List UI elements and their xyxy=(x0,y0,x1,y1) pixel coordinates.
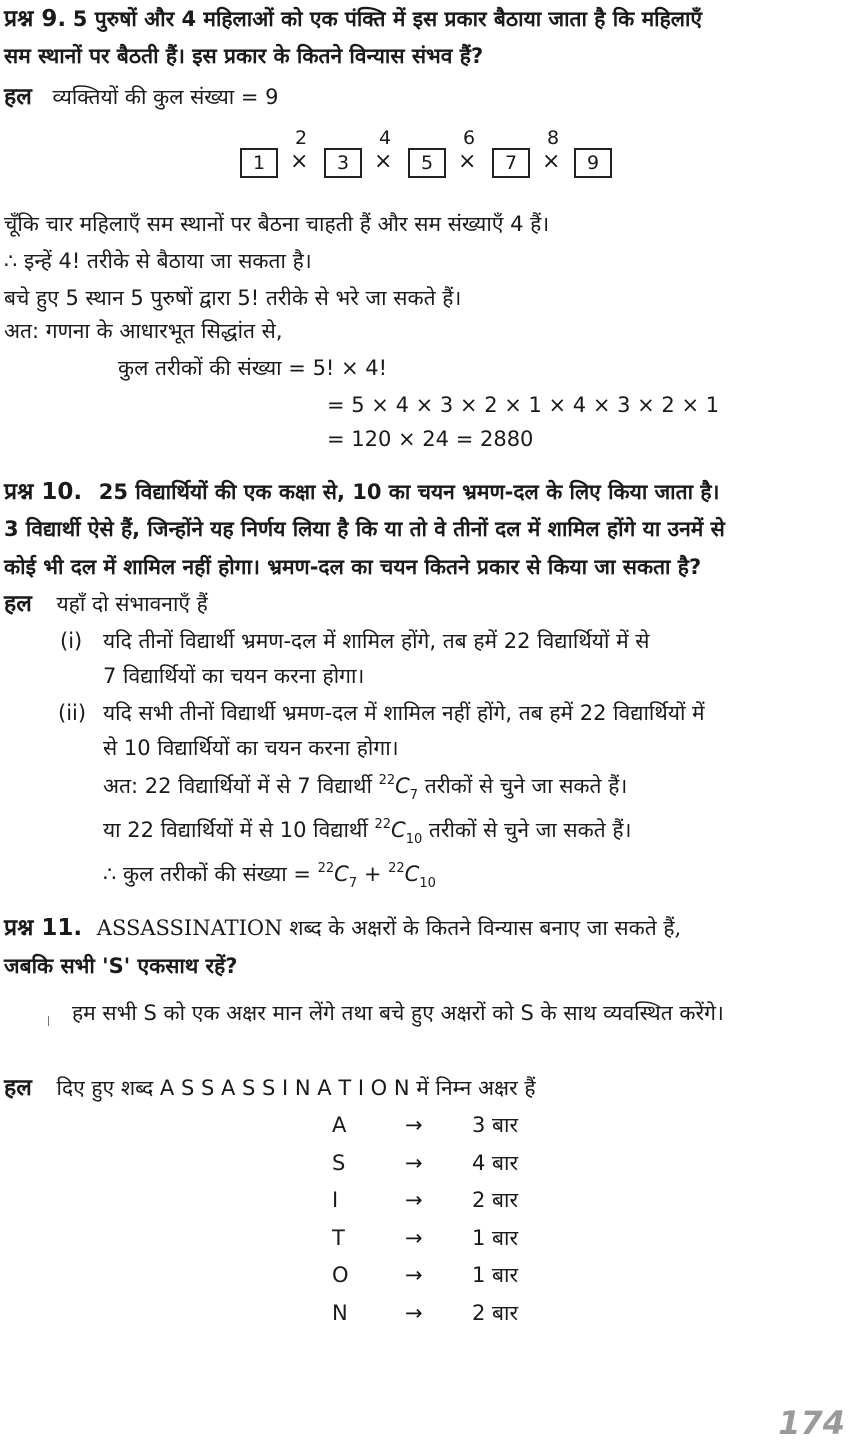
question-10-label: प्रश्न 10. xyxy=(4,479,83,505)
letter-cell: I xyxy=(332,1188,339,1212)
solution-9-calc-2: = 5 × 4 × 3 × 2 × 1 × 4 × 3 × 2 × 1 xyxy=(327,393,720,417)
result-2-subscript: 10 xyxy=(405,832,423,847)
total-combination-1: C xyxy=(334,862,349,886)
table-row xyxy=(330,1185,550,1223)
case-2-line-2: से 10 विद्यार्थियों का चयन करना होगा। xyxy=(103,736,399,760)
total-subscript-1: 7 xyxy=(348,876,358,891)
count-cell: 1 बार xyxy=(472,1225,519,1250)
result-line-2 xyxy=(103,812,631,853)
arrow-icon: → xyxy=(405,1263,423,1287)
cross-symbol: × xyxy=(290,149,309,174)
question-10-text-line2: 3 विद्यार्थी ऐसे हैं, जिन्होंने यह निर्णय लिया है कि या तो वे तीनों दल में शामिल होंगे या उनमें से xyxy=(4,517,725,541)
total-line xyxy=(103,856,436,897)
solution-9-intro-text: व्यक्तियों की कुल संख्या = 9 xyxy=(52,85,279,109)
question-11-text-line2: जबकि सभी 'S' एकसाथ रहें? xyxy=(4,954,238,978)
total-superscript-1: 22 xyxy=(317,861,335,876)
even-position-label: 8 xyxy=(547,127,560,149)
solution-9-intro xyxy=(4,84,279,110)
arrow-icon: → xyxy=(405,1113,423,1137)
cross-symbol: × xyxy=(542,149,561,174)
solution-9-calc-3: = 120 × 24 = 2880 xyxy=(327,427,534,451)
question-10 xyxy=(4,479,719,505)
case-2-number: (ii) xyxy=(58,701,87,725)
result-1-text: अत: 22 विद्यार्थियों में से 7 विद्यार्थी xyxy=(103,774,372,798)
table-row xyxy=(330,1148,550,1186)
question-11-text-line1: ASSASSINATION शब्द के अक्षरों के कितने विन्यास बनाए जा सकते हैं, xyxy=(96,916,682,940)
seating-diagram xyxy=(238,127,618,190)
solution-9-explain-3: बचे हुए 5 स्थान 5 पुरुषों द्वारा 5! तरीके से भरे जा सकते हैं। xyxy=(4,286,462,310)
arrow-icon: → xyxy=(405,1225,423,1250)
question-11-note: हम सभी S को एक अक्षर मान लेंगे तथा बचे हुए अक्षरों को S के साथ व्यवस्थित करेंगे। xyxy=(72,1001,724,1025)
even-position-label: 2 xyxy=(295,127,308,149)
case-1-line-1: यदि तीनों विद्यार्थी भ्रमण-दल में शामिल होंगे, तब हमें 22 विद्यार्थियों में से xyxy=(103,629,650,653)
count-cell: 1 बार xyxy=(472,1263,519,1287)
letter-cell: N xyxy=(332,1300,348,1325)
result-1-superscript: 22 xyxy=(378,773,396,788)
solution-10-intro-text: यहाँ दो संभावनाएँ हैं xyxy=(56,592,208,616)
seat-box-odd: 7 xyxy=(492,148,530,178)
result-1-subscript: 7 xyxy=(409,788,419,803)
result-2-text: या 22 विद्यार्थियों में से 10 विद्यार्थी xyxy=(103,818,368,842)
solution-9-explain-2: ∴ इन्हें 4! तरीके से बैठाया जा सकता है। xyxy=(4,249,312,273)
seat-box-odd: 5 xyxy=(408,148,446,178)
case-2-line-1: यदि सभी तीनों विद्यार्थी भ्रमण-दल में शामिल नहीं होंगे, तब हमें 22 विद्यार्थियों में xyxy=(103,701,705,725)
case-1-number: (i) xyxy=(60,629,83,653)
total-text: ∴ कुल तरीकों की संख्या = xyxy=(103,862,311,886)
solution-10-intro xyxy=(4,591,208,617)
total-subscript-2: 10 xyxy=(419,876,436,891)
solution-9-calc-1: कुल तरीकों की संख्या = 5! × 4! xyxy=(118,356,388,380)
solution-10-label: हल xyxy=(4,591,32,617)
question-9-text-line2: सम स्थानों पर बैठती हैं। इस प्रकार के कितने विन्यास संभव हैं? xyxy=(4,44,484,68)
case-1-line-2: 7 विद्यार्थियों का चयन करना होगा। xyxy=(103,664,365,688)
even-position-label: 6 xyxy=(463,127,476,149)
count-cell: 4 बार xyxy=(472,1150,519,1175)
arrow-icon: → xyxy=(405,1150,423,1175)
question-9 xyxy=(4,6,702,32)
total-combination-2: C xyxy=(404,862,420,886)
cross-symbol: × xyxy=(458,149,477,174)
result-line-1 xyxy=(103,768,627,809)
solution-11-intro xyxy=(4,1075,536,1101)
total-plus: + xyxy=(363,862,382,886)
arrow-icon: → xyxy=(405,1188,423,1212)
arrow-icon: → xyxy=(405,1300,423,1325)
count-cell: 2 बार xyxy=(472,1188,519,1212)
seat-box-odd: 1 xyxy=(240,148,278,178)
table-row xyxy=(330,1223,550,1261)
solution-9-explain-4: अत: गणना के आधारभूत सिद्धांत से, xyxy=(4,319,283,343)
letter-cell: S xyxy=(332,1150,346,1175)
question-9-text-line1: 5 पुरुषों और 4 महिलाओं को एक पंक्ति में इस प्रकार बैठाया जाता है कि महिलाएँ xyxy=(72,7,703,31)
solution-11-intro-text: दिए हुए शब्द A S S A S S I N A T I O N में निम्न अक्षर हैं xyxy=(56,1076,536,1100)
seat-box-odd: 3 xyxy=(324,148,362,178)
table-row xyxy=(330,1110,550,1148)
question-11 xyxy=(4,915,681,941)
table-row xyxy=(330,1298,550,1336)
cross-symbol: × xyxy=(374,149,393,174)
result-2-tail: तरीकों से चुने जा सकते हैं। xyxy=(428,818,632,842)
seat-box-odd: 9 xyxy=(574,148,612,178)
even-position-label: 4 xyxy=(379,127,392,149)
result-2-combination: C xyxy=(391,818,406,842)
question-10-text-line1: 25 विद्यार्थियों की एक कक्षा से, 10 का चयन भ्रमण-दल के लिए किया जाता है। xyxy=(98,480,720,504)
solution-9-label: हल xyxy=(4,84,32,110)
result-2-superscript: 22 xyxy=(374,817,392,832)
question-9-label: प्रश्न 9. xyxy=(4,6,67,32)
question-10-text-line3: कोई भी दल में शामिल नहीं होगा। भ्रमण-दल का चयन कितने प्रकार से किया जा सकता है? xyxy=(4,555,702,579)
solution-9-explain-1: चूँकि चार महिलाएँ सम स्थानों पर बैठना चाहती हैं और सम संख्याएँ 4 हैं। xyxy=(4,212,550,236)
table-row xyxy=(330,1260,550,1298)
solution-11-label: हल xyxy=(4,1075,32,1101)
result-1-tail: तरीकों से चुने जा सकते हैं। xyxy=(424,774,628,798)
count-cell: 2 बार xyxy=(472,1300,519,1325)
letter-cell: A xyxy=(332,1113,347,1137)
result-1-combination: C xyxy=(395,774,410,798)
count-cell: 3 बार xyxy=(472,1113,519,1137)
page-number: 174 xyxy=(778,1404,845,1442)
total-superscript-2: 22 xyxy=(388,861,405,876)
letter-cell: T xyxy=(332,1225,345,1250)
letter-cell: O xyxy=(332,1263,349,1287)
letter-frequency-table xyxy=(330,1110,550,1335)
margin-tick xyxy=(48,1016,49,1026)
question-11-label: प्रश्न 11. xyxy=(4,915,83,941)
